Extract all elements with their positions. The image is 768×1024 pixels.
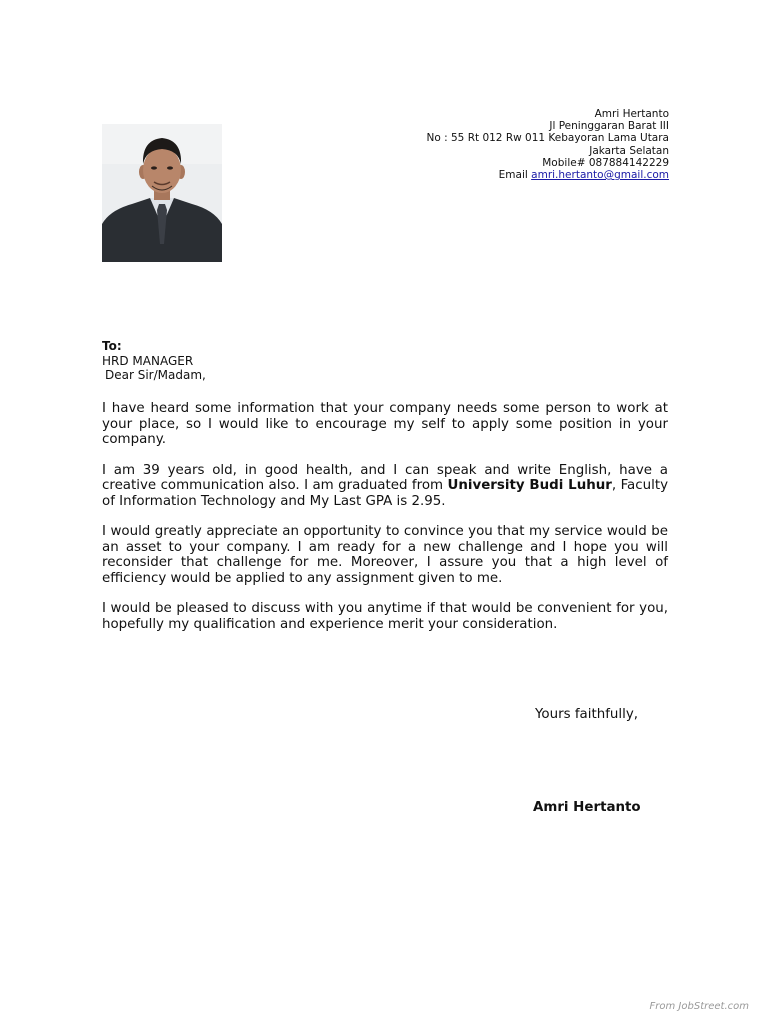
to-label: To: [102,339,122,353]
sender-street: Jl Peninggaran Barat III [549,120,669,133]
sender-address-block [380,108,669,181]
paragraph-background [102,463,668,510]
source-watermark: From JobStreet.com [649,1001,749,1012]
paragraph-appreciation: I would greatly appreciate an opportunity to convince you that my service would be an asset to your company. I am ready for a new challenge and I hope you will reconsider that challenge for me. Moreover, I assure you that a high level of efficiency would be applied to any assignment given to me. [102,524,668,586]
email-label: Email [498,169,528,182]
applicant-photo [102,124,222,262]
sender-email-line [380,169,669,181]
letter-body [102,401,668,647]
email-link[interactable]: amri.hertanto@gmail.com [531,169,669,182]
signature-name: Amri Hertanto [533,800,641,815]
sender-city: Jakarta Selatan [589,144,669,157]
recipient-block [102,339,402,383]
paragraph-background-start: I am 39 years old, in good health, and I can speak and write English, have a creative communication also. I am graduated from [102,462,668,493]
sender-name: Amri Hertanto [594,108,669,120]
sender-mobile: Mobile# 087884142229 [542,156,669,169]
sender-address-line: No : 55 Rt 012 Rw 011 Kebayoran Lama Utara [426,132,669,145]
paragraph-closing: I would be pleased to discuss with you anytime if that would be convenient for you, hopefully my qualification and experience merit your consideration. [102,601,668,632]
salutation: Dear Sir/Madam, [105,368,206,382]
recipient-position: HRD MANAGER [102,353,194,368]
paragraph-background-end: , Faculty of Information Technology and My Last GPA is 2.95. [102,478,669,509]
closing-phrase: Yours faithfully, [535,707,639,722]
paragraph-intro: I have heard some information that your company needs some person to work at your place, so I would like to encourage my self to apply some position in your company. [102,401,668,447]
university-name: University Budi Luhur [447,478,612,493]
